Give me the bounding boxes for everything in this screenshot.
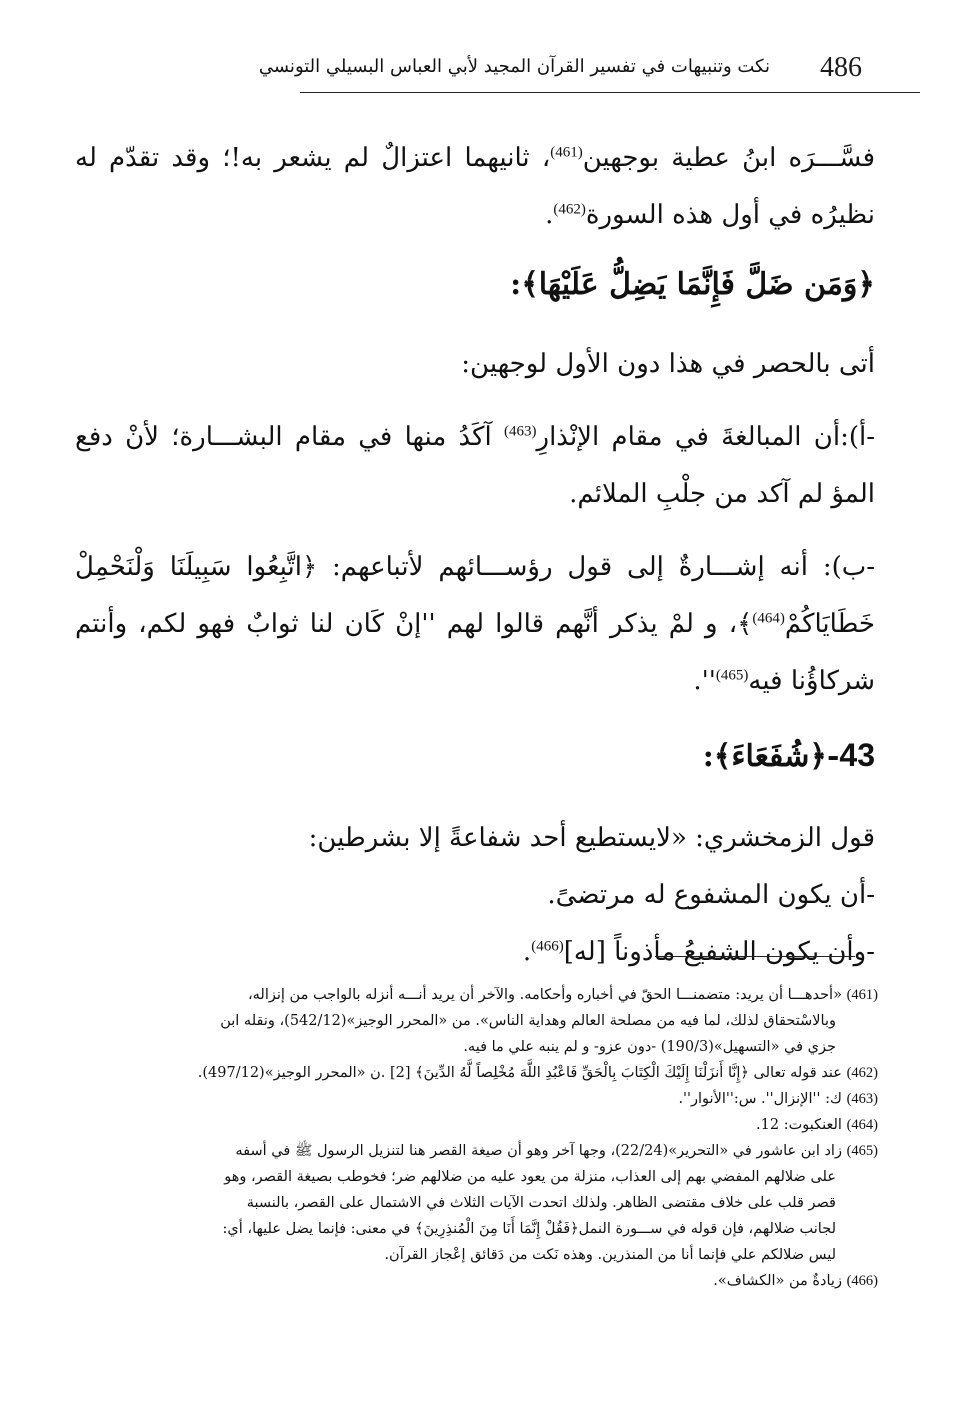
section-number: 43 — [839, 737, 875, 773]
footnote-ref-465[interactable]: (465) — [715, 667, 749, 684]
page-number: 486 — [820, 52, 862, 83]
section-word: -﴿شُفَعَاءَ﴾: — [702, 739, 840, 774]
footnote-464 — [78, 1112, 878, 1138]
footnote-number: (462) — [846, 1065, 878, 1081]
page-header — [60, 52, 880, 92]
footnote-465-line: لجانب ضلالهم، فإن قوله في ســـورة النمل﴿فَقُلْ إِنَّمَا أَنَا مِنَ الْمُنذِرِينَ﴾ في معنى: فإنما يضل عليها، أي: — [222, 1221, 836, 1237]
paragraph-4 — [75, 539, 875, 710]
footnote-number: (463) — [846, 1091, 878, 1107]
text-span: ''. — [693, 666, 716, 696]
header-rule — [300, 92, 920, 93]
footnote-465-line: على ضلالهم المفضي بهم إلى العذاب، منزلة من يعود عليه من ضلالهم ضر؛ فخوطب بصيغة القصر، وهو — [224, 1169, 836, 1185]
footnote-461 — [78, 982, 878, 1008]
footnote-466 — [78, 1268, 878, 1294]
footnote-number: (465) — [846, 1143, 878, 1159]
main-text — [75, 130, 875, 981]
paragraph-7 — [75, 924, 875, 981]
footnote-461-line: جزي في «التسهيل»(190/3) -دون عزو- و لم ينبه علي ما فيه. — [463, 1039, 836, 1055]
footnote-number: (464) — [846, 1117, 878, 1133]
footnote-text: العنكبوت: 12. — [756, 1117, 842, 1133]
footnotes — [78, 982, 878, 1294]
text-span: ، ثانيهما اعتزالٌ لم يشعر به!؛ وقد تقدّم له نظيرُه في أول هذه السورة — [75, 143, 875, 230]
footnote-ref-464[interactable]: (464) — [752, 610, 785, 627]
paragraph-1 — [75, 130, 875, 244]
footnote-text: ك: ''الإنزال''. س:''الأنوار''. — [678, 1091, 842, 1107]
footnote-ref-463[interactable]: (463) — [504, 423, 537, 440]
footnote-text: زيادةٌ من «الكشاف». — [713, 1273, 842, 1289]
verse-heading: ﴿وَمَن ضَلَّ فَإِنَّمَا يَضِلُّ عَلَيْهَا﴾: — [510, 267, 875, 302]
footnote-461-line: وبالاسْتحقاق لذلك، لما فيه من مصلحة العالم وهداية الناس». من «المحرر الوجيز»(542/12)، ونقله ابن — [220, 1013, 836, 1029]
running-title: نكت وتنبيهات في تفسير القرآن المجيد لأبي العباس البسيلي التونسي — [258, 56, 770, 77]
footnote-ref-462[interactable]: (462) — [553, 201, 586, 218]
text-span: -أ):أن المبالغةَ في مقام الإنْذارِ — [536, 422, 875, 452]
footnote-number: (461) — [846, 987, 878, 1003]
footnote-465 — [78, 1138, 878, 1164]
section-heading — [75, 718, 875, 794]
footnote-ref-461[interactable]: (461) — [550, 144, 583, 161]
footnote-465-line: قصر قلب على خلاف مقتضى الظاهر. ولذلك اتحدت الآيات الثلاث في الاشتمال على القصر، بالنسبة — [246, 1195, 836, 1211]
text-span: . — [522, 937, 532, 967]
footnote-number: (466) — [846, 1273, 878, 1289]
footnote-text: زاد ابن عاشور في «التحرير»(22/24)، وجها آخر وهو أن صيغة القصر هنا لتنزيل الرسول ﷺ في أسفه — [235, 1143, 842, 1159]
footnote-text: عند قوله تعالى ﴿إِنَّا أَنزَلْنَا إِلَيْكَ الْكِتَابَ بِالْحَقِّ فَاعْبُدِ اللَّهَ مُخْلِصاً لَّهُ الدِّينَ﴾ [2] .ن «المحرر الوجيز»(497/12). — [197, 1065, 842, 1081]
paragraph-6: -أن يكون المشفوع له مرتضىً. — [547, 880, 875, 910]
footnote-462 — [78, 1060, 878, 1086]
text-span: -ب): أنه إشـــارةٌ إلى قول رؤســـائهم لأتباعهم: ﴿اتَّبِعُوا سَبِيلَنَا وَلْنَحْمِلْ خَطَايَاكُمْ — [75, 552, 875, 639]
footnote-ref-466[interactable]: (466) — [531, 938, 564, 955]
paragraph-2: أتى بالحصر في هذا دون الأول لوجهين: — [461, 349, 875, 379]
footnote-465-line: ليس ضلالكم علي فإنما أنا من المنذرين. وهذه نَكت من دَقائق إعْجاز القرآن. — [384, 1247, 836, 1263]
paragraph-5: قول الزمخشري: «لايستطيع أحد شفاعةً إلا بشرطين: — [308, 823, 875, 853]
footnote-text: «أحدهـــا أن يريد: متضمنـــا الحقّ في أخباره وأحكامه. والآخر أن يريد أنـــه أنزله بالواجب من إنزاله، — [247, 987, 842, 1003]
text-span: آكَدُ منها في مقام البشـــارة؛ لأنْ دفع المؤ لم آكد من جلْبِ الملائم. — [75, 422, 875, 509]
text-span: -وأن يكون الشفيعُ مأذوناً [له] — [563, 937, 875, 967]
footnote-463 — [78, 1086, 878, 1112]
text-span: فسَّـــرَه ابنُ عطية بوجهين — [582, 143, 875, 173]
text-span: ﴾، و لمْ يذكر أنَّهم قالوا لهم ''إنْ كَان لنا ثوابٌ فهو لكم، وأنتم شركاؤُنا فيه — [75, 609, 875, 696]
paragraph-3 — [75, 409, 875, 523]
footnote-separator — [655, 956, 855, 957]
text-span: . — [545, 200, 554, 230]
